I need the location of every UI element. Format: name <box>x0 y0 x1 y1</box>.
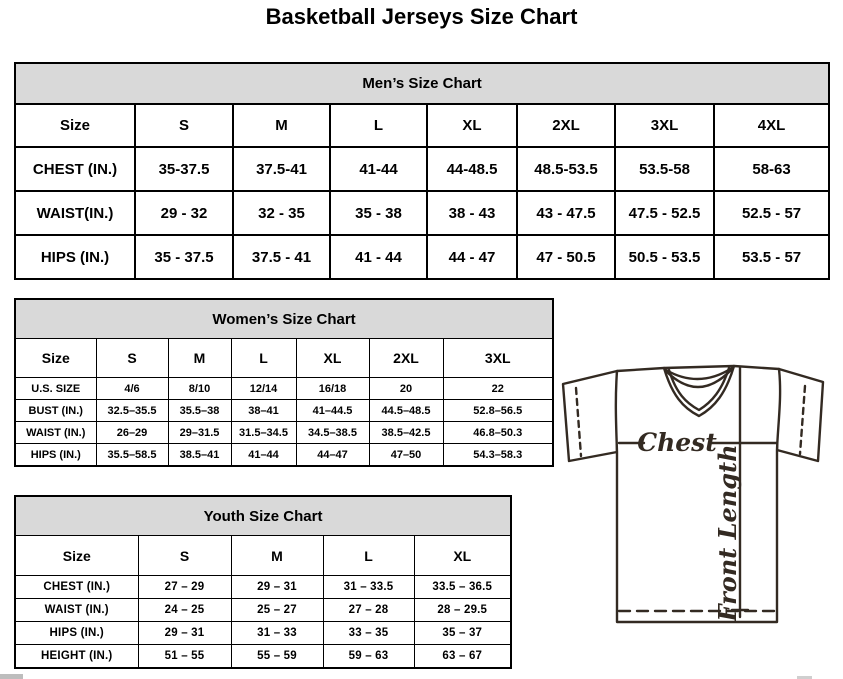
table-cell: 48.5-53.5 <box>517 147 615 191</box>
row-label: HEIGHT (IN.) <box>15 645 138 669</box>
row-label: HIPS (IN.) <box>15 622 138 645</box>
table-cell: 20 <box>369 378 443 400</box>
table-cell: 27 – 29 <box>138 576 231 599</box>
mens-chart-caption: Men’s Size Chart <box>15 63 829 104</box>
table-row <box>15 599 511 622</box>
table-row <box>15 444 553 467</box>
table-caption-row <box>15 299 553 339</box>
table-cell: 41-44 <box>330 147 427 191</box>
column-header: L <box>231 339 296 378</box>
table-cell: 35-37.5 <box>135 147 233 191</box>
row-label: WAIST(IN.) <box>15 191 135 235</box>
table-cell: 35 - 37.5 <box>135 235 233 279</box>
table-cell: 55 – 59 <box>231 645 323 669</box>
table-cell: 44 - 47 <box>427 235 517 279</box>
table-cell: 31 – 33.5 <box>323 576 414 599</box>
table-cell: 38 - 43 <box>427 191 517 235</box>
table-row <box>15 191 829 235</box>
table-row <box>15 147 829 191</box>
table-cell: 31 – 33 <box>231 622 323 645</box>
column-header: L <box>330 104 427 147</box>
left-sleeve <box>563 371 617 461</box>
front-length-label: Front Length <box>713 444 742 622</box>
table-cell: 47–50 <box>369 444 443 467</box>
column-header: S <box>138 536 231 576</box>
column-header: Size <box>15 339 96 378</box>
table-cell: 38.5–42.5 <box>369 422 443 444</box>
table-cell: 12/14 <box>231 378 296 400</box>
row-label: WAIST (IN.) <box>15 599 138 622</box>
table-cell: 46.8–50.3 <box>443 422 553 444</box>
table-cell: 53.5-58 <box>615 147 714 191</box>
header-row <box>15 536 511 576</box>
column-header: XL <box>427 104 517 147</box>
table-cell: 29–31.5 <box>168 422 231 444</box>
table-cell: 38–41 <box>231 400 296 422</box>
table-cell: 41–44.5 <box>296 400 369 422</box>
column-header: M <box>231 536 323 576</box>
jersey-body <box>616 366 780 622</box>
table-cell: 34.5–38.5 <box>296 422 369 444</box>
table-cell: 29 - 32 <box>135 191 233 235</box>
row-label: WAIST (IN.) <box>15 422 96 444</box>
table-cell: 33.5 – 36.5 <box>414 576 511 599</box>
table-cell: 37.5 - 41 <box>233 235 330 279</box>
row-label: CHEST (IN.) <box>15 576 138 599</box>
column-header: S <box>135 104 233 147</box>
column-header: 4XL <box>714 104 829 147</box>
table-cell: 32 - 35 <box>233 191 330 235</box>
column-header: XL <box>296 339 369 378</box>
header-row <box>15 339 553 378</box>
table-cell: 47.5 - 52.5 <box>615 191 714 235</box>
column-header: 2XL <box>517 104 615 147</box>
table-cell: 54.3–58.3 <box>443 444 553 467</box>
table-cell: 58-63 <box>714 147 829 191</box>
table-cell: 25 – 27 <box>231 599 323 622</box>
table-cell: 28 – 29.5 <box>414 599 511 622</box>
row-label: HIPS (IN.) <box>15 444 96 467</box>
column-header: Size <box>15 104 135 147</box>
column-header: XL <box>414 536 511 576</box>
cropped-ui-fragment <box>0 674 23 679</box>
chest-label: Chest <box>637 428 717 457</box>
table-cell: 51 – 55 <box>138 645 231 669</box>
table-caption-row <box>15 63 829 104</box>
column-header: 2XL <box>369 339 443 378</box>
column-header: S <box>96 339 168 378</box>
jersey-measurement-diagram <box>558 355 840 655</box>
header-row <box>15 104 829 147</box>
column-header: M <box>168 339 231 378</box>
table-cell: 52.8–56.5 <box>443 400 553 422</box>
mens-size-chart-table <box>14 62 830 280</box>
table-cell: 41–44 <box>231 444 296 467</box>
table-cell: 35 – 37 <box>414 622 511 645</box>
table-cell: 22 <box>443 378 553 400</box>
table-cell: 35.5–38 <box>168 400 231 422</box>
row-label: CHEST (IN.) <box>15 147 135 191</box>
table-cell: 4/6 <box>96 378 168 400</box>
page-title: Basketball Jerseys Size Chart <box>265 4 578 29</box>
row-label: U.S. SIZE <box>15 378 96 400</box>
table-cell: 32.5–35.5 <box>96 400 168 422</box>
column-header: 3XL <box>615 104 714 147</box>
table-row <box>15 400 553 422</box>
womens-size-chart-table <box>14 298 554 467</box>
table-cell: 44.5–48.5 <box>369 400 443 422</box>
table-row <box>15 576 511 599</box>
table-cell: 63 – 67 <box>414 645 511 669</box>
table-cell: 59 – 63 <box>323 645 414 669</box>
column-header: 3XL <box>443 339 553 378</box>
table-cell: 35.5–58.5 <box>96 444 168 467</box>
table-cell: 52.5 - 57 <box>714 191 829 235</box>
table-row <box>15 622 511 645</box>
table-row <box>15 235 829 279</box>
table-cell: 27 – 28 <box>323 599 414 622</box>
table-cell: 33 – 35 <box>323 622 414 645</box>
row-label: BUST (IN.) <box>15 400 96 422</box>
table-caption-row <box>15 496 511 536</box>
table-cell: 37.5-41 <box>233 147 330 191</box>
table-cell: 43 - 47.5 <box>517 191 615 235</box>
table-cell: 50.5 - 53.5 <box>615 235 714 279</box>
table-cell: 24 – 25 <box>138 599 231 622</box>
table-cell: 26–29 <box>96 422 168 444</box>
table-cell: 31.5–34.5 <box>231 422 296 444</box>
table-cell: 44-48.5 <box>427 147 517 191</box>
youth-chart-caption: Youth Size Chart <box>15 496 511 536</box>
column-header: L <box>323 536 414 576</box>
table-cell: 53.5 - 57 <box>714 235 829 279</box>
table-cell: 35 - 38 <box>330 191 427 235</box>
table-cell: 41 - 44 <box>330 235 427 279</box>
table-cell: 38.5–41 <box>168 444 231 467</box>
column-header: Size <box>15 536 138 576</box>
table-cell: 29 – 31 <box>231 576 323 599</box>
table-cell: 16/18 <box>296 378 369 400</box>
womens-chart-caption: Women’s Size Chart <box>15 299 553 339</box>
table-cell: 8/10 <box>168 378 231 400</box>
table-row <box>15 378 553 400</box>
table-row <box>15 645 511 669</box>
table-row <box>15 422 553 444</box>
table-cell: 47 - 50.5 <box>517 235 615 279</box>
table-cell: 29 – 31 <box>138 622 231 645</box>
youth-size-chart-table <box>14 495 512 669</box>
row-label: HIPS (IN.) <box>15 235 135 279</box>
table-cell: 44–47 <box>296 444 369 467</box>
column-header: M <box>233 104 330 147</box>
